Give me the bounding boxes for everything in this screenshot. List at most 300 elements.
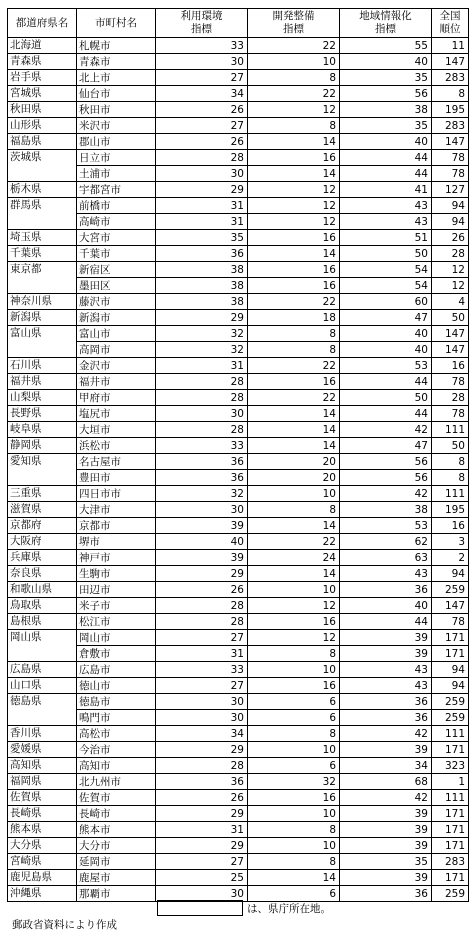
informatization-index-cell: 43	[340, 678, 432, 694]
development-index-cell: 18	[248, 310, 340, 326]
prefecture-cell: 石川県	[8, 358, 77, 374]
informatization-index-cell: 44	[340, 406, 432, 422]
table-row	[8, 486, 469, 502]
prefecture-cell: 福岡県	[8, 774, 77, 790]
source-note: 郵政省資料により作成	[12, 919, 117, 931]
municipality-cell: 甲府市	[77, 390, 156, 406]
prefecture-cell: 宮城県	[8, 86, 77, 102]
table-row	[8, 454, 469, 470]
national-rank-cell: 26	[432, 230, 469, 246]
table-row	[8, 822, 469, 838]
prefecture-cell: 岡山県	[8, 630, 77, 662]
table-row	[8, 86, 469, 102]
table-row	[8, 134, 469, 150]
national-rank-cell: 8	[432, 86, 469, 102]
table-row	[8, 614, 469, 630]
index-table	[7, 8, 469, 902]
development-index-cell: 12	[248, 214, 340, 230]
development-index-cell: 14	[248, 438, 340, 454]
prefecture-cell: 山口県	[8, 678, 77, 694]
development-index-cell: 22	[248, 358, 340, 374]
national-rank-cell: 78	[432, 614, 469, 630]
table-row	[8, 278, 469, 294]
development-index-cell: 14	[248, 422, 340, 438]
development-index-cell: 8	[248, 326, 340, 342]
municipality-cell: 青森市	[77, 54, 156, 70]
national-rank-cell: 171	[432, 742, 469, 758]
development-index-cell: 12	[248, 102, 340, 118]
municipality-cell: 徳島市	[77, 694, 156, 710]
legend	[157, 900, 331, 916]
development-index-cell: 12	[248, 630, 340, 646]
table-row	[8, 694, 469, 710]
national-rank-cell: 111	[432, 486, 469, 502]
prefecture-cell: 神奈川県	[8, 294, 77, 310]
development-index-cell: 16	[248, 262, 340, 278]
informatization-index-cell: 42	[340, 422, 432, 438]
usage-index-cell: 33	[156, 438, 248, 454]
development-index-cell: 10	[248, 806, 340, 822]
header-informatization-index: 地域情報化 指標	[340, 9, 432, 38]
prefecture-cell: 福島県	[8, 134, 77, 150]
usage-index-cell: 29	[156, 838, 248, 854]
municipality-cell: 豊田市	[77, 470, 156, 486]
legend-box	[157, 900, 243, 916]
usage-index-cell: 27	[156, 630, 248, 646]
development-index-cell: 16	[248, 278, 340, 294]
table-row	[8, 726, 469, 742]
informatization-index-cell: 60	[340, 294, 432, 310]
prefecture-cell: 佐賀県	[8, 790, 77, 806]
development-index-cell: 8	[248, 726, 340, 742]
prefecture-cell: 徳島県	[8, 694, 77, 726]
municipality-cell: 京都市	[77, 518, 156, 534]
national-rank-cell: 147	[432, 134, 469, 150]
development-index-cell: 20	[248, 454, 340, 470]
municipality-cell: 倉敷市	[77, 646, 156, 662]
informatization-index-cell: 40	[340, 134, 432, 150]
usage-index-cell: 27	[156, 70, 248, 86]
national-rank-cell: 50	[432, 310, 469, 326]
prefecture-cell: 群馬県	[8, 198, 77, 230]
development-index-cell: 6	[248, 758, 340, 774]
national-rank-cell: 50	[432, 438, 469, 454]
development-index-cell: 12	[248, 198, 340, 214]
national-rank-cell: 1	[432, 774, 469, 790]
usage-index-cell: 31	[156, 646, 248, 662]
informatization-index-cell: 39	[340, 822, 432, 838]
usage-index-cell: 36	[156, 470, 248, 486]
table-row	[8, 166, 469, 182]
prefecture-cell: 新潟県	[8, 310, 77, 326]
table-row	[8, 214, 469, 230]
national-rank-cell: 171	[432, 806, 469, 822]
national-rank-cell: 171	[432, 870, 469, 886]
table-row	[8, 198, 469, 214]
informatization-index-cell: 42	[340, 486, 432, 502]
national-rank-cell: 8	[432, 470, 469, 486]
municipality-cell: 大垣市	[77, 422, 156, 438]
table-row	[8, 710, 469, 726]
national-rank-cell: 78	[432, 150, 469, 166]
usage-index-cell: 26	[156, 102, 248, 118]
municipality-cell: 堺市	[77, 534, 156, 550]
municipality-cell: 大津市	[77, 502, 156, 518]
national-rank-cell: 259	[432, 886, 469, 902]
municipality-cell: 塩尻市	[77, 406, 156, 422]
usage-index-cell: 33	[156, 662, 248, 678]
national-rank-cell: 171	[432, 822, 469, 838]
table-row	[8, 470, 469, 486]
national-rank-cell: 28	[432, 390, 469, 406]
national-rank-cell: 78	[432, 406, 469, 422]
national-rank-cell: 283	[432, 118, 469, 134]
municipality-cell: 名古屋市	[77, 454, 156, 470]
usage-index-cell: 26	[156, 134, 248, 150]
table-row	[8, 102, 469, 118]
municipality-cell: 新潟市	[77, 310, 156, 326]
usage-index-cell: 38	[156, 278, 248, 294]
informatization-index-cell: 43	[340, 198, 432, 214]
municipality-cell: 松江市	[77, 614, 156, 630]
usage-index-cell: 29	[156, 806, 248, 822]
national-rank-cell: 259	[432, 694, 469, 710]
prefecture-cell: 福井県	[8, 374, 77, 390]
development-index-cell: 8	[248, 854, 340, 870]
usage-index-cell: 29	[156, 310, 248, 326]
table-row	[8, 358, 469, 374]
informatization-index-cell: 40	[340, 598, 432, 614]
table-row	[8, 422, 469, 438]
national-rank-cell: 171	[432, 630, 469, 646]
table-row	[8, 374, 469, 390]
development-index-cell: 16	[248, 678, 340, 694]
prefecture-cell: 大分県	[8, 838, 77, 854]
development-index-cell: 8	[248, 118, 340, 134]
national-rank-cell: 12	[432, 262, 469, 278]
municipality-cell: 北九州市	[77, 774, 156, 790]
development-index-cell: 14	[248, 166, 340, 182]
table-row	[8, 502, 469, 518]
table-row	[8, 582, 469, 598]
prefecture-cell: 静岡県	[8, 438, 77, 454]
national-rank-cell: 28	[432, 246, 469, 262]
municipality-cell: 米子市	[77, 598, 156, 614]
national-rank-cell: 195	[432, 102, 469, 118]
informatization-index-cell: 43	[340, 662, 432, 678]
table-row	[8, 54, 469, 70]
usage-index-cell: 28	[156, 614, 248, 630]
national-rank-cell: 323	[432, 758, 469, 774]
informatization-index-cell: 56	[340, 454, 432, 470]
municipality-cell: 富山市	[77, 326, 156, 342]
informatization-index-cell: 42	[340, 790, 432, 806]
development-index-cell: 8	[248, 342, 340, 358]
national-rank-cell: 111	[432, 422, 469, 438]
usage-index-cell: 36	[156, 246, 248, 262]
table-row	[8, 342, 469, 358]
municipality-cell: 宇都宮市	[77, 182, 156, 198]
informatization-index-cell: 39	[340, 806, 432, 822]
informatization-index-cell: 36	[340, 694, 432, 710]
prefecture-cell: 秋田県	[8, 102, 77, 118]
table-row	[8, 246, 469, 262]
informatization-index-cell: 56	[340, 470, 432, 486]
municipality-cell: 鹿屋市	[77, 870, 156, 886]
development-index-cell: 6	[248, 694, 340, 710]
prefecture-cell: 愛知県	[8, 454, 77, 486]
informatization-index-cell: 55	[340, 38, 432, 54]
development-index-cell: 14	[248, 134, 340, 150]
usage-index-cell: 29	[156, 742, 248, 758]
usage-index-cell: 30	[156, 694, 248, 710]
development-index-cell: 24	[248, 550, 340, 566]
national-rank-cell: 94	[432, 198, 469, 214]
municipality-cell: 岡山市	[77, 630, 156, 646]
usage-index-cell: 28	[156, 150, 248, 166]
informatization-index-cell: 51	[340, 230, 432, 246]
development-index-cell: 8	[248, 822, 340, 838]
municipality-cell: 日立市	[77, 150, 156, 166]
development-index-cell: 14	[248, 406, 340, 422]
informatization-index-cell: 54	[340, 262, 432, 278]
national-rank-cell: 283	[432, 854, 469, 870]
header-development-index: 開発整備 指標	[248, 9, 340, 38]
informatization-index-cell: 35	[340, 70, 432, 86]
usage-index-cell: 36	[156, 774, 248, 790]
prefecture-cell: 栃木県	[8, 182, 77, 198]
table-row	[8, 566, 469, 582]
prefecture-cell: 茨城県	[8, 150, 77, 182]
usage-index-cell: 29	[156, 566, 248, 582]
prefecture-cell: 高知県	[8, 758, 77, 774]
table-row	[8, 758, 469, 774]
usage-index-cell: 31	[156, 358, 248, 374]
table-row	[8, 742, 469, 758]
municipality-cell: 土浦市	[77, 166, 156, 182]
usage-index-cell: 26	[156, 582, 248, 598]
usage-index-cell: 36	[156, 454, 248, 470]
usage-index-cell: 27	[156, 118, 248, 134]
usage-index-cell: 33	[156, 38, 248, 54]
usage-index-cell: 30	[156, 886, 248, 902]
informatization-index-cell: 34	[340, 758, 432, 774]
municipality-cell: 延岡市	[77, 854, 156, 870]
municipality-cell: 田辺市	[77, 582, 156, 598]
municipality-cell: 大宮市	[77, 230, 156, 246]
usage-index-cell: 28	[156, 374, 248, 390]
prefecture-cell: 千葉県	[8, 246, 77, 262]
development-index-cell: 16	[248, 150, 340, 166]
usage-index-cell: 29	[156, 182, 248, 198]
municipality-cell: 仙台市	[77, 86, 156, 102]
prefecture-cell: 鹿児島県	[8, 870, 77, 886]
legend-text: は、県庁所在地。	[247, 902, 331, 915]
development-index-cell: 22	[248, 86, 340, 102]
table-row	[8, 406, 469, 422]
national-rank-cell: 147	[432, 54, 469, 70]
informatization-index-cell: 50	[340, 246, 432, 262]
usage-index-cell: 28	[156, 758, 248, 774]
table-row	[8, 646, 469, 662]
development-index-cell: 10	[248, 582, 340, 598]
usage-index-cell: 31	[156, 198, 248, 214]
development-index-cell: 22	[248, 534, 340, 550]
prefecture-cell: 愛媛県	[8, 742, 77, 758]
table-row	[8, 662, 469, 678]
usage-index-cell: 32	[156, 342, 248, 358]
development-index-cell: 10	[248, 54, 340, 70]
usage-index-cell: 27	[156, 678, 248, 694]
usage-index-cell: 27	[156, 854, 248, 870]
national-rank-cell: 111	[432, 790, 469, 806]
prefecture-cell: 熊本県	[8, 822, 77, 838]
informatization-index-cell: 44	[340, 614, 432, 630]
development-index-cell: 32	[248, 774, 340, 790]
informatization-index-cell: 50	[340, 390, 432, 406]
national-rank-cell: 259	[432, 582, 469, 598]
municipality-cell: 新宿区	[77, 262, 156, 278]
national-rank-cell: 78	[432, 374, 469, 390]
development-index-cell: 6	[248, 710, 340, 726]
national-rank-cell: 259	[432, 710, 469, 726]
informatization-index-cell: 43	[340, 214, 432, 230]
national-rank-cell: 94	[432, 662, 469, 678]
development-index-cell: 6	[248, 886, 340, 902]
table-row	[8, 294, 469, 310]
prefecture-cell: 埼玉県	[8, 230, 77, 246]
informatization-index-cell: 53	[340, 518, 432, 534]
municipality-cell: 鳴門市	[77, 710, 156, 726]
prefecture-cell: 長崎県	[8, 806, 77, 822]
development-index-cell: 8	[248, 646, 340, 662]
prefecture-cell: 鳥取県	[8, 598, 77, 614]
development-index-cell: 14	[248, 518, 340, 534]
informatization-index-cell: 36	[340, 886, 432, 902]
usage-index-cell: 32	[156, 486, 248, 502]
prefecture-cell: 香川県	[8, 726, 77, 742]
informatization-index-cell: 63	[340, 550, 432, 566]
prefecture-cell: 北海道	[8, 38, 77, 54]
table-row	[8, 230, 469, 246]
table-row	[8, 550, 469, 566]
municipality-cell: 浜松市	[77, 438, 156, 454]
header-usage-index: 利用環境 指標	[156, 9, 248, 38]
usage-index-cell: 26	[156, 790, 248, 806]
informatization-index-cell: 35	[340, 854, 432, 870]
prefecture-cell: 和歌山県	[8, 582, 77, 598]
municipality-cell: 高岡市	[77, 342, 156, 358]
national-rank-cell: 171	[432, 838, 469, 854]
prefecture-cell: 岐阜県	[8, 422, 77, 438]
municipality-cell: 徳山市	[77, 678, 156, 694]
prefecture-cell: 山形県	[8, 118, 77, 134]
informatization-index-cell: 38	[340, 502, 432, 518]
table-row	[8, 790, 469, 806]
usage-index-cell: 38	[156, 294, 248, 310]
national-rank-cell: 94	[432, 678, 469, 694]
national-rank-cell: 111	[432, 726, 469, 742]
municipality-cell: 佐賀市	[77, 790, 156, 806]
table-row	[8, 630, 469, 646]
table-row	[8, 438, 469, 454]
table-row	[8, 518, 469, 534]
usage-index-cell: 30	[156, 502, 248, 518]
prefecture-cell: 三重県	[8, 486, 77, 502]
usage-index-cell: 34	[156, 86, 248, 102]
informatization-index-cell: 40	[340, 54, 432, 70]
national-rank-cell: 94	[432, 566, 469, 582]
national-rank-cell: 147	[432, 326, 469, 342]
table-row	[8, 806, 469, 822]
national-rank-cell: 11	[432, 38, 469, 54]
national-rank-cell: 4	[432, 294, 469, 310]
informatization-index-cell: 47	[340, 310, 432, 326]
prefecture-cell: 長野県	[8, 406, 77, 422]
informatization-index-cell: 40	[340, 342, 432, 358]
development-index-cell: 8	[248, 502, 340, 518]
prefecture-cell: 山梨県	[8, 390, 77, 406]
prefecture-cell: 京都府	[8, 518, 77, 534]
informatization-index-cell: 47	[340, 438, 432, 454]
informatization-index-cell: 43	[340, 566, 432, 582]
table-row	[8, 774, 469, 790]
municipality-cell: 高知市	[77, 758, 156, 774]
development-index-cell: 14	[248, 870, 340, 886]
informatization-index-cell: 62	[340, 534, 432, 550]
prefecture-cell: 東京都	[8, 262, 77, 294]
municipality-cell: 千葉市	[77, 246, 156, 262]
usage-index-cell: 30	[156, 710, 248, 726]
prefecture-cell: 兵庫県	[8, 550, 77, 566]
national-rank-cell: 8	[432, 454, 469, 470]
prefecture-cell: 広島県	[8, 662, 77, 678]
informatization-index-cell: 42	[340, 726, 432, 742]
table-row	[8, 598, 469, 614]
informatization-index-cell: 39	[340, 630, 432, 646]
informatization-index-cell: 40	[340, 326, 432, 342]
development-index-cell: 10	[248, 486, 340, 502]
development-index-cell: 22	[248, 390, 340, 406]
usage-index-cell: 28	[156, 422, 248, 438]
municipality-cell: 札幌市	[77, 38, 156, 54]
national-rank-cell: 12	[432, 278, 469, 294]
national-rank-cell: 283	[432, 70, 469, 86]
national-rank-cell: 147	[432, 598, 469, 614]
development-index-cell: 16	[248, 790, 340, 806]
municipality-cell: 今治市	[77, 742, 156, 758]
municipality-cell: 秋田市	[77, 102, 156, 118]
informatization-index-cell: 38	[340, 102, 432, 118]
national-rank-cell: 127	[432, 182, 469, 198]
usage-index-cell: 32	[156, 326, 248, 342]
development-index-cell: 22	[248, 294, 340, 310]
informatization-index-cell: 56	[340, 86, 432, 102]
usage-index-cell: 34	[156, 726, 248, 742]
national-rank-cell: 78	[432, 166, 469, 182]
prefecture-cell: 沖縄県	[8, 886, 77, 902]
national-rank-cell: 147	[432, 342, 469, 358]
informatization-index-cell: 39	[340, 838, 432, 854]
national-rank-cell: 94	[432, 214, 469, 230]
development-index-cell: 22	[248, 38, 340, 54]
municipality-cell: 米沢市	[77, 118, 156, 134]
development-index-cell: 20	[248, 470, 340, 486]
table-row	[8, 70, 469, 86]
municipality-cell: 生駒市	[77, 566, 156, 582]
development-index-cell: 12	[248, 182, 340, 198]
prefecture-cell: 大阪府	[8, 534, 77, 550]
